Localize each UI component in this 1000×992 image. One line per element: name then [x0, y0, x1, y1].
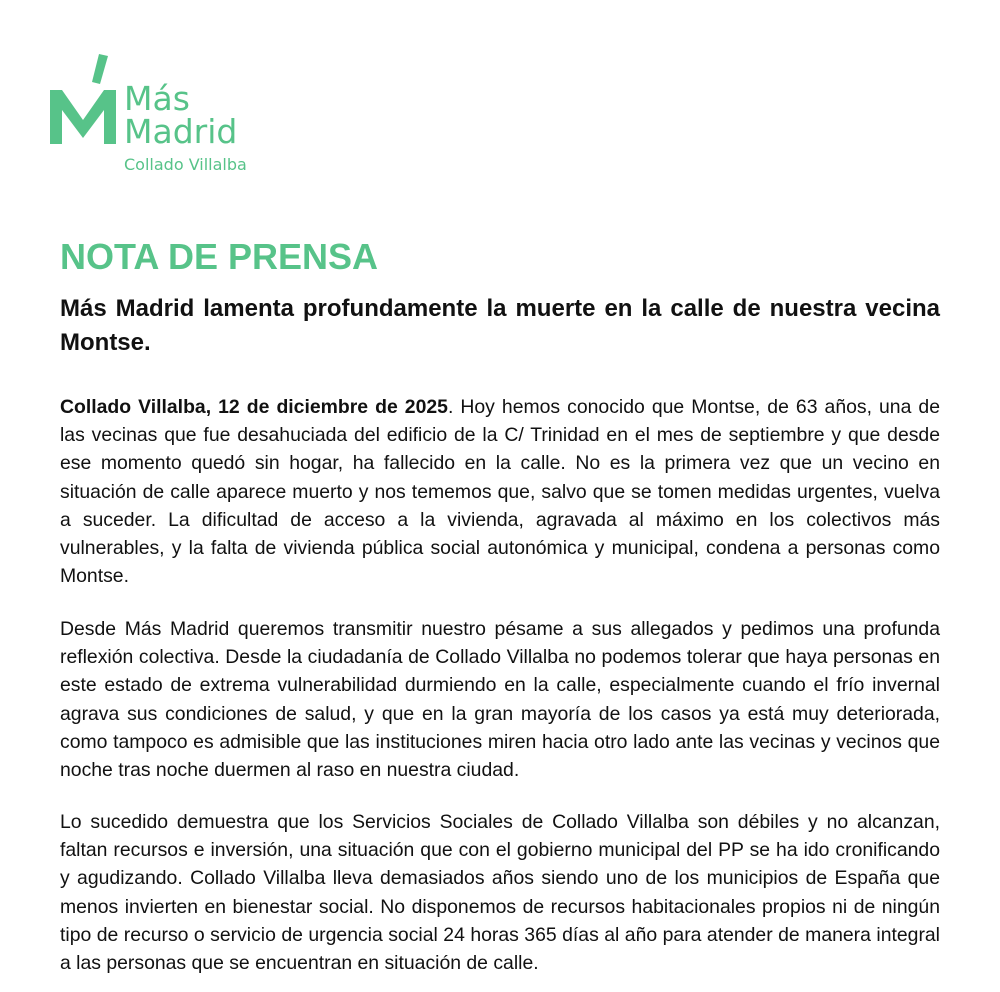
paragraph-2: Desde Más Madrid queremos transmitir nuestro pésame a sus allegados y pedimos una profunda reflexión colectiva. Desde la ciudadanía de Collado Villalba no podemos tolerar que haya personas en este estado de extrema vulnerabilidad durmiendo en la calle, especialmente cuando el frío invernal agrava sus condiciones de salud, y que en la gran mayoría de los casos ya está muy deteriorada, como tampoco es admisible que las instituciones miren hacia otro lado ante las vecinas y vecinos que noche tras noche duermen al raso en nuestra ciudad. [60, 618, 940, 782]
paragraph-1-text: . Hoy hemos conocido que Montse, de 63 años, una de las vecinas que fue desahuciada del edificio de la C/ Trinidad en el mes de septiembre y que desde ese momento quedó sin hogar, ha fallecido en la calle. No es la primera vez que un vecino en situación de calle aparece muerto y nos tememos que, salvo que se tomen medidas urgentes, vuelva a suceder. La dificultad de acceso a la vivienda, agravada al máximo en los colectivos más vulnerables, y la falta de vivienda pública social autonómica y municipal, condena a personas como Montse. [60, 396, 941, 588]
logo-line-1: Más [124, 79, 190, 118]
page-title: NOTA DE PRENSA [60, 236, 379, 277]
paragraph-1 [60, 393, 940, 590]
mas-madrid-m-logo-icon [48, 52, 118, 146]
logo-line-2: Madrid [124, 112, 238, 151]
headline: Más Madrid lamenta profundamente la muerte en la calle de nuestra vecina Montse. [60, 295, 940, 356]
logo-subtitle: Collado Villalba [124, 155, 247, 174]
logo-wordmark [124, 79, 238, 151]
logo [48, 52, 288, 182]
paragraph-3: Lo sucedido demuestra que los Servicios Sociales de Collado Villalba son débiles y no alcanzan, faltan recursos e inversión, una situación que con el gobierno municipal del PP se ha ido cronificando y agudizando. Collado Villalba lleva demasiados años siendo uno de los municipios de España que menos invierten en bienestar social. No disponemos de recursos habitacionales propios ni de ningún tipo de recurso o servicio de urgencia social 24 horas 365 días al año para atender de manera integral a las personas que se encuentran en situación de calle. [60, 811, 940, 975]
dateline: Collado Villalba, 12 de diciembre de 2025 [60, 396, 448, 418]
